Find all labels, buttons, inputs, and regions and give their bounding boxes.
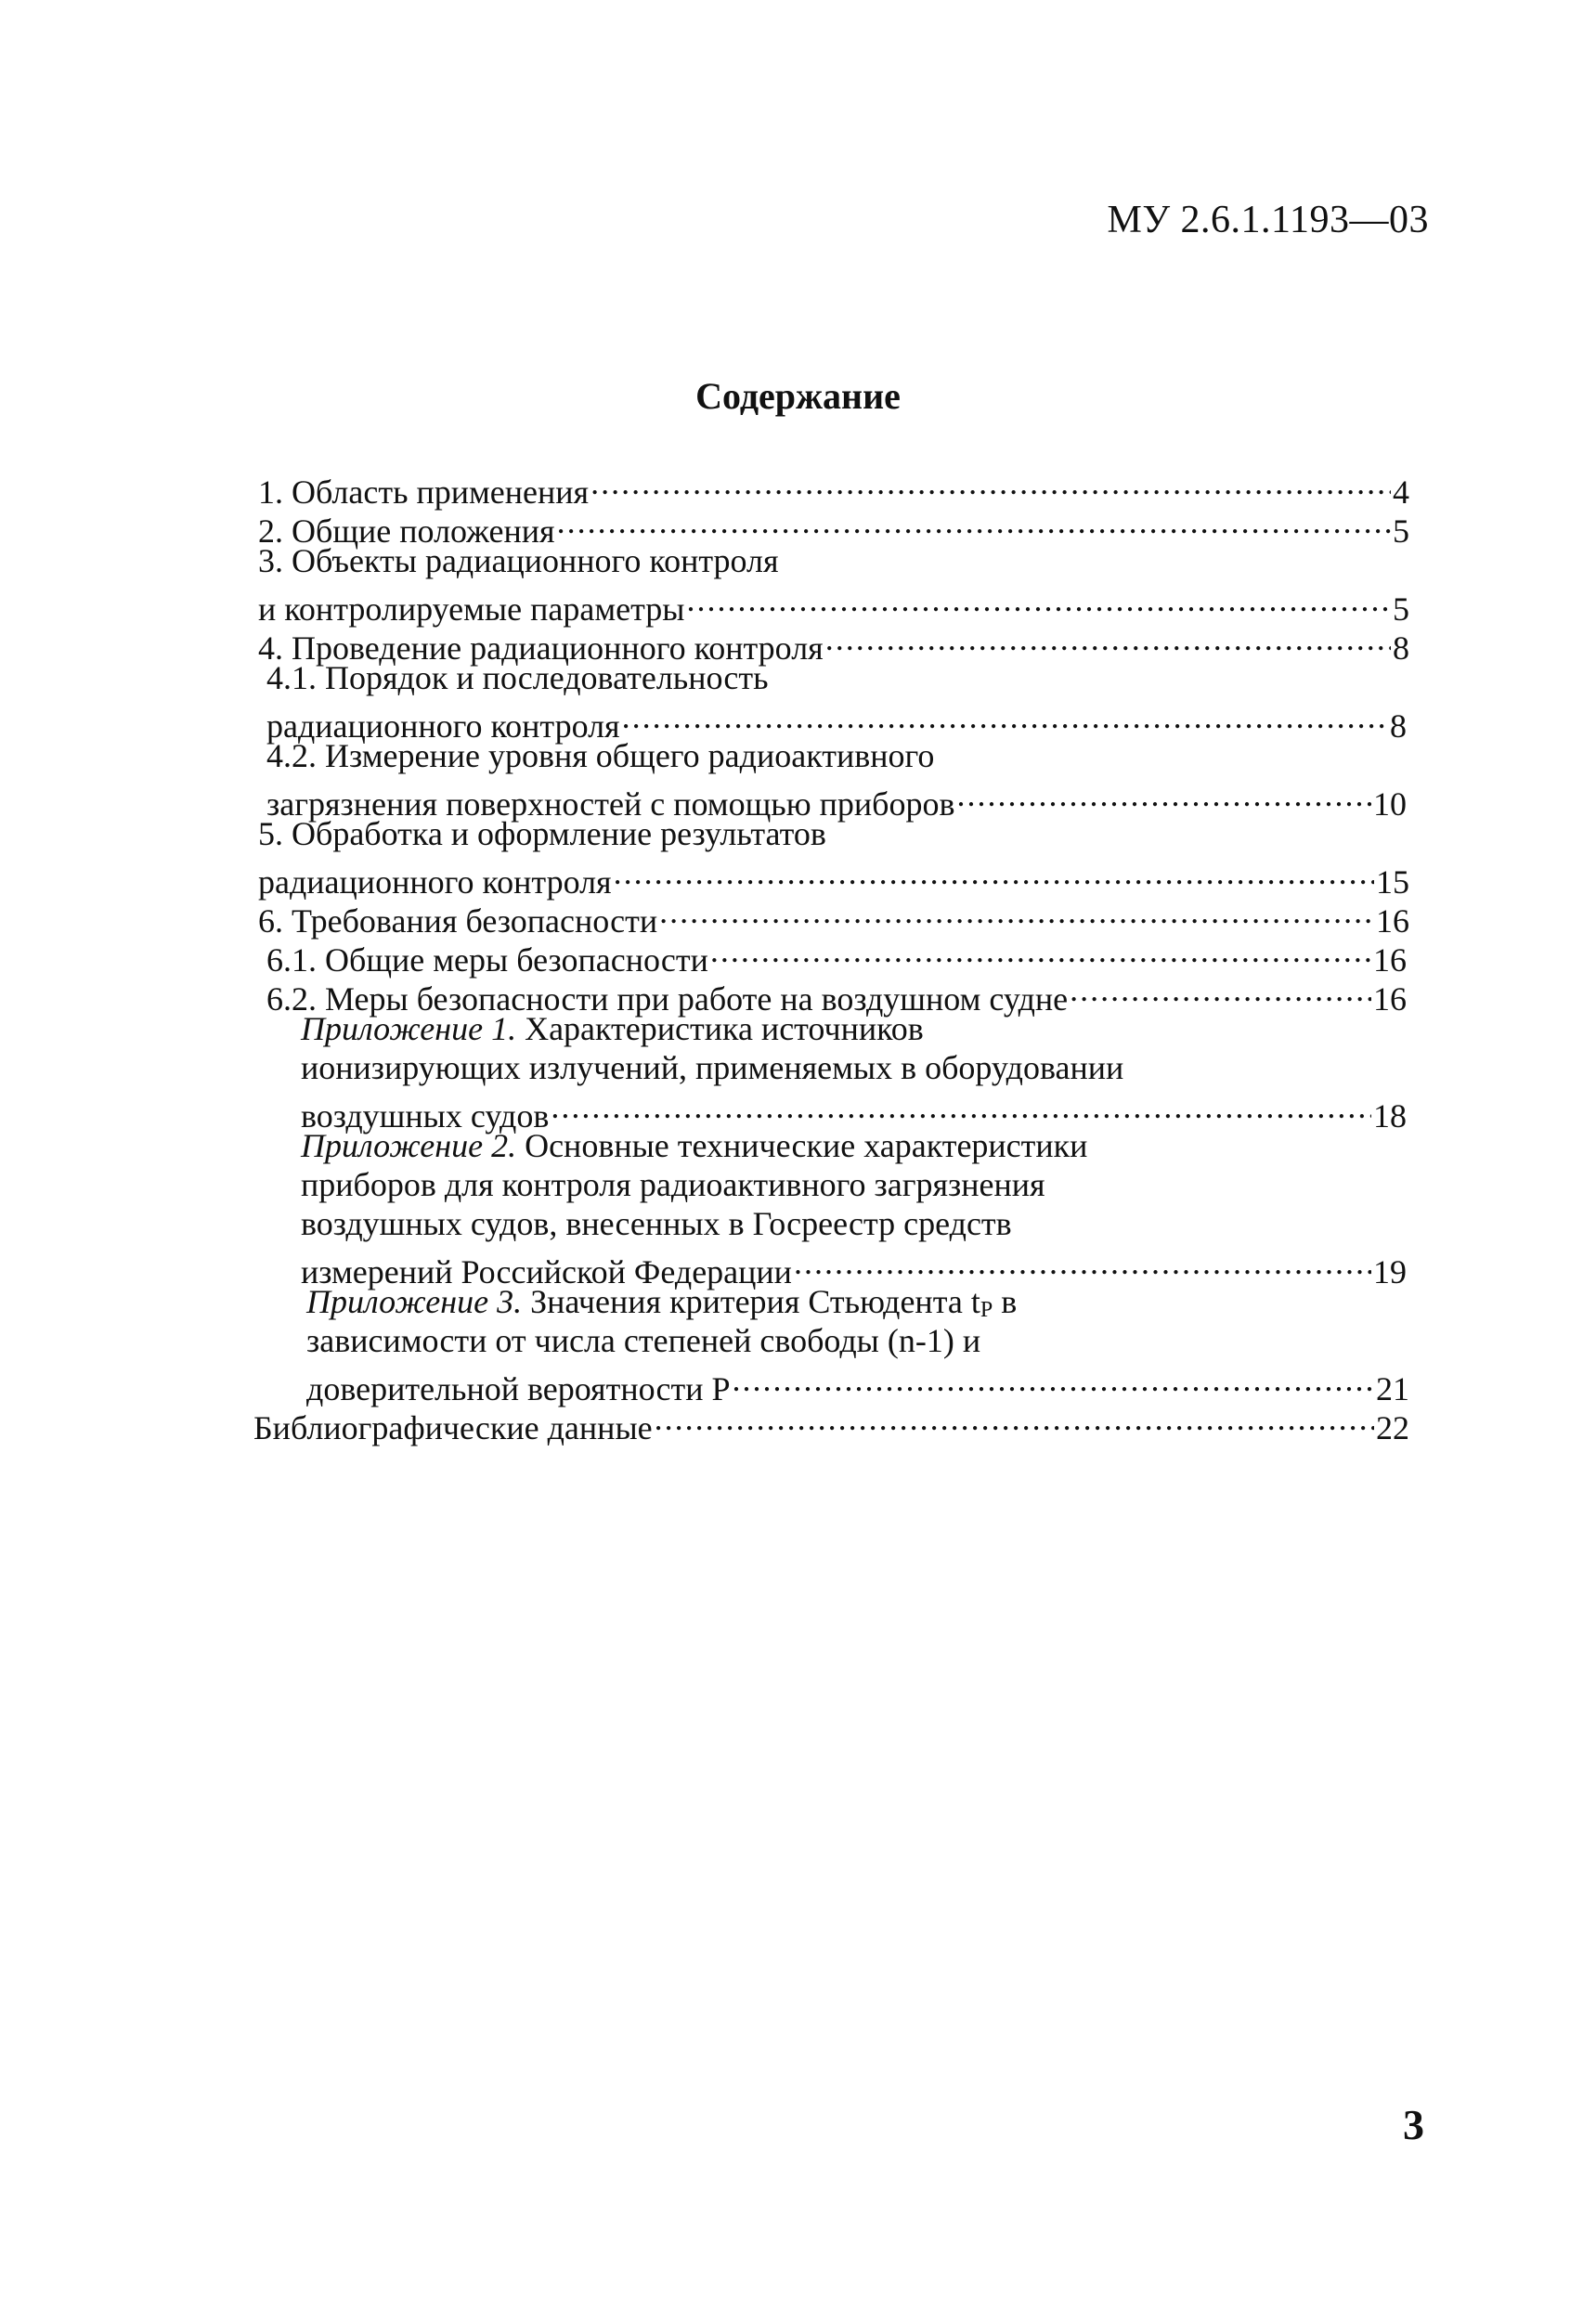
toc-entry[interactable] [253, 1398, 1409, 1446]
toc-page-number: 18 [1373, 1097, 1407, 1135]
toc-page-number: 22 [1376, 1409, 1409, 1446]
toc-entry-text: 3. Объекты радиационного контроля [258, 542, 779, 579]
toc-page-number: 16 [1376, 902, 1409, 940]
toc-page-number: 8 [1390, 707, 1407, 745]
toc-entry-text: радиационного контроля [258, 863, 612, 901]
toc-entry[interactable] [266, 657, 769, 698]
toc-entry-text: 6.1. Общие меры безопасности [266, 941, 708, 979]
document-code: МУ 2.6.1.1193—03 [1107, 199, 1429, 241]
toc-leader-dots [590, 462, 1391, 503]
toc-page-number: 16 [1373, 941, 1407, 979]
toc-leader-dots [686, 579, 1391, 620]
toc-entry-text: 6.2. Меры безопасности при работе на воздушном судне [266, 980, 1069, 1018]
toc-page-number: 5 [1393, 512, 1409, 550]
toc-entry-text: 5. Обработка и оформление результатов [258, 815, 826, 852]
toc-entry-text: ионизирующих излучений, применяемых в оборудовании [301, 1049, 1124, 1086]
toc-entry[interactable] [266, 735, 934, 776]
toc-leader-dots [614, 852, 1374, 893]
toc-entry-continuation[interactable] [301, 1164, 1045, 1205]
toc-leader-dots [557, 501, 1391, 542]
toc-entry-text: 4.1. Порядок и последовательность [266, 659, 769, 696]
toc-entry-continuation[interactable] [258, 579, 1409, 628]
toc-entry[interactable] [258, 462, 1409, 511]
toc-page-number: 4 [1393, 473, 1409, 511]
toc-entry-text [301, 1125, 1087, 1166]
toc-leader-dots [956, 774, 1371, 815]
toc-entry[interactable] [258, 813, 826, 854]
toc-page-number: 8 [1393, 629, 1409, 667]
appendix-title: Характеристика источников [525, 1010, 924, 1047]
toc-entry-text: 6. Требования безопасности [258, 902, 658, 940]
toc-entry-continuation[interactable] [266, 696, 1407, 745]
toc-page-number: 19 [1373, 1253, 1407, 1290]
page-title: Содержание [695, 375, 901, 417]
toc-entry[interactable] [258, 891, 1409, 940]
toc-entry-text: доверительной вероятности P [306, 1370, 731, 1407]
subscript: P [980, 1298, 993, 1322]
toc-leader-dots [655, 1398, 1374, 1439]
toc-entry[interactable] [258, 501, 1409, 550]
toc-entry-text: зависимости от числа степеней свободы (n-1) и [306, 1322, 981, 1359]
toc-page-number: 16 [1373, 980, 1407, 1018]
toc-leader-dots [794, 1242, 1371, 1283]
toc-entry-text: 1. Область применения [258, 473, 590, 511]
toc-entry[interactable] [301, 1125, 1087, 1166]
toc-leader-dots [622, 696, 1388, 737]
toc-entry[interactable] [266, 969, 1407, 1018]
appendix-label: Приложение 3. [306, 1283, 523, 1320]
toc-leader-dots [1070, 969, 1371, 1010]
toc-entry-text: воздушных судов [301, 1097, 550, 1135]
toc-entry[interactable] [306, 1281, 1017, 1322]
toc-entry-continuation[interactable] [301, 1242, 1407, 1290]
toc-entry-continuation[interactable] [306, 1320, 980, 1361]
toc-entry-text: Библиографические данные [253, 1409, 653, 1446]
appendix-title: Основные технические характеристики [525, 1127, 1088, 1164]
toc-entry[interactable] [258, 618, 1409, 667]
page-number: 3 [1403, 2101, 1424, 2148]
appendix-label: Приложение 1. [301, 1010, 517, 1047]
toc-entry-text: 2. Общие положения [258, 512, 555, 550]
toc-leader-dots [659, 891, 1374, 932]
appendix-label: Приложение 2. [301, 1127, 517, 1164]
toc-entry-continuation[interactable] [301, 1203, 1012, 1244]
toc-page-number: 15 [1376, 863, 1409, 901]
toc-entry-text: измерений Российской Федерации [301, 1253, 792, 1290]
appendix-title: Значения критерия Стьюдента t [530, 1283, 980, 1320]
toc-entry[interactable] [301, 1008, 924, 1049]
toc-leader-dots [825, 618, 1391, 659]
toc-leader-dots [733, 1359, 1374, 1400]
toc-page-number: 21 [1376, 1370, 1409, 1407]
toc-entry-text: загрязнения поверхностей с помощью приборов [266, 785, 955, 823]
toc-entry[interactable] [266, 930, 1407, 979]
toc-entry-text: радиационного контроля [266, 707, 620, 745]
toc-entry-continuation[interactable] [306, 1359, 1409, 1407]
toc-entry-text: 4. Проведение радиационного контроля [258, 629, 824, 667]
toc-entry-text: воздушных судов, внесенных в Госреестр средств [301, 1205, 1012, 1242]
toc-entry-continuation[interactable] [301, 1086, 1407, 1135]
toc-entry-text: 4.2. Измерение уровня общего радиоактивного [266, 737, 935, 774]
appendix-title-tail: в [993, 1283, 1018, 1320]
toc-leader-dots [551, 1086, 1371, 1127]
toc-entry-text: приборов для контроля радиоактивного загрязнения [301, 1166, 1045, 1203]
toc-entry-continuation[interactable] [258, 852, 1409, 901]
toc-entry[interactable] [258, 540, 779, 581]
toc-entry-text [301, 1008, 924, 1049]
toc-entry-continuation[interactable] [301, 1047, 1123, 1088]
toc-page-number: 10 [1373, 785, 1407, 823]
toc-entry-text: и контролируемые параметры [258, 590, 685, 628]
toc-page-number: 5 [1393, 590, 1409, 628]
toc-entry-continuation[interactable] [266, 774, 1407, 823]
toc-leader-dots [710, 930, 1371, 971]
